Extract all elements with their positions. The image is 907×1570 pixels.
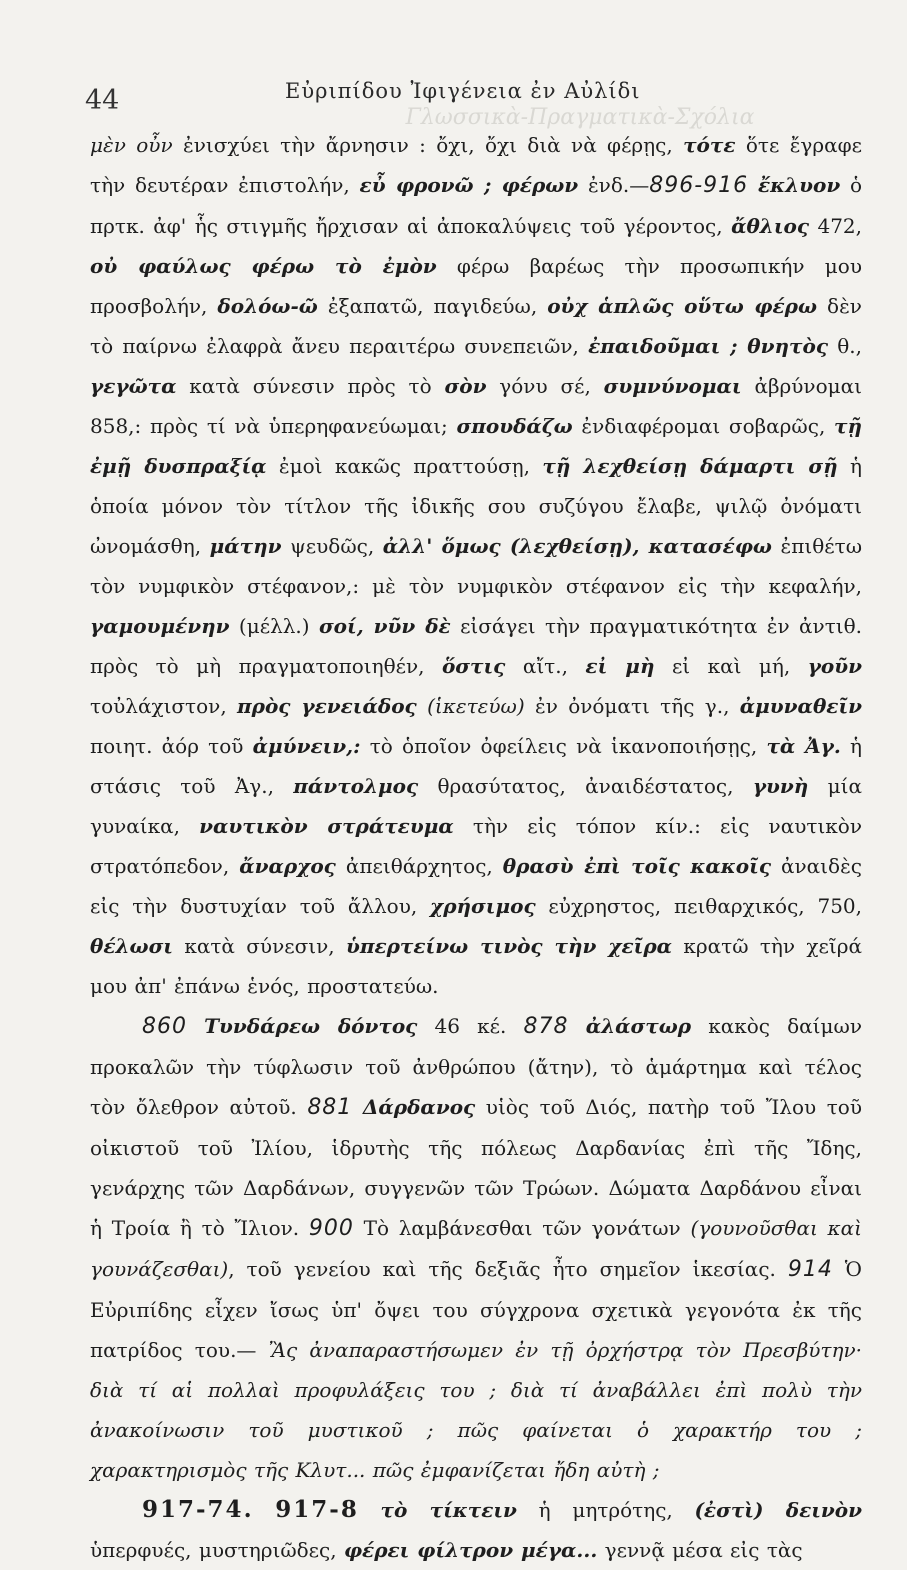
plain-text [187,1014,204,1038]
italic-text: (γουνοῦσθαι καὶ γουνάζεσθαι) [90,1216,862,1281]
bold-lemma: τὸ τίκτειν [380,1498,517,1522]
bold-lemma: ὑπερτείνω τινὸς τὴν χεῖρα [345,934,673,958]
bold-lemma: τὰ Ἀγ. [766,734,841,758]
section-number: 917-8 [275,1496,359,1523]
bold-lemma: ὅστις [441,654,506,678]
plain-text: μία γυναίκα, [90,774,862,838]
plain-text [254,1498,276,1522]
plain-text [359,1498,381,1522]
commentary-body [90,125,862,1570]
plain-text: γόνυ σέ, [486,374,604,398]
bold-lemma: ἀλάστωρ [585,1014,692,1038]
plain-text: θρασύτατος, ἀναιδέστατος, [418,774,753,798]
running-title: Εὐριπίδου Ἰφιγένεια ἐν Αὐλίδι [285,79,641,103]
bold-lemma: ἄθλιος [731,214,810,238]
italic-text: Ἂς ἀναπαραστήσωμεν ἐν τῇ ὀρχήστρᾳ τὸν Πρεσβύτην· διὰ τί αἱ πολλαὶ προφυλάξεις του ; διὰ τί ἀναβάλλει ἐπὶ πολὺ τὴν ἀνακοίνωσιν τοῦ μυστικοῦ ; πῶς φαίνεται ὁ χαρακτήρ του ; χαρακτηρισμὸς τῆς Κλυτ... πῶς ἐμφανίζεται ἤδη αὐτὴ ; [90,1338,862,1482]
line-number-ref: 914 [787,1257,833,1282]
plain-text: , τοῦ γενείου καὶ τῆς δεξιᾶς ἦτο σημεῖον ἱκεσίας. [228,1257,788,1281]
italic-text: (ἱκετεύω) [427,694,525,718]
plain-text: ἀβρύνομαι 858,: πρὸς τί νὰ ὑπερηφανεύωμαι; [90,374,862,438]
plain-text: ἐμοὶ κακῶς πραττούσῃ, [266,454,543,478]
plain-text: ὁ πρτκ. ἀφ' ἧς στιγμῆς ἤρχισαν αἱ ἀποκαλύψεις τοῦ γέροντος, [90,173,863,238]
plain-text: γεννᾷ μέσα εἰς τὰς [597,1538,803,1562]
bold-lemma: γυνὴ [752,774,809,798]
plain-text: ἐνισχύει τὴν ἄρνησιν : ὄχι, ὄχι διὰ νὰ φέρῃς, [172,133,684,157]
bold-lemma: ναυτικὸν στράτευμα [199,814,454,838]
plain-text [417,694,427,718]
plain-text: 472, [809,214,863,238]
bold-lemma: γοῦν [807,654,862,678]
plain-text: ἀναιδὲς εἰς τὴν δυστυχίαν τοῦ ἄλλου, [90,854,862,918]
plain-text [352,1095,363,1119]
line-number-ref: 881 [307,1095,353,1120]
plain-text: 46 κέ. [417,1014,524,1038]
bold-lemma: φέρει φίλτρον μέγα... [343,1538,598,1562]
plain-text: ἀπειθάρχητος, [335,854,503,878]
plain-text: ἐπιθέτω τὸν νυμφικὸν στέφανον,: μὲ τὸν νυμφικὸν στέφανον εἰς τὴν κεφαλήν, [90,534,863,598]
plain-text: ἐν ὀνόματι τῆς γ., [524,694,740,718]
bold-lemma: χρήσιμος [430,894,536,918]
bold-lemma: σπουδάζω [456,414,573,438]
plain-text: κακὸς δαίμων προκαλῶν τὴν τύφλωσιν τοῦ ἀνθρώπου (ἄτην), τὸ ἁμάρτημα καὶ τέλος τὸν ὄλεθρον αὐτοῦ. [90,1014,862,1119]
plain-text: εὐχρηστος, πειθαρχικός, 750, [535,894,862,918]
plain-text [569,1014,586,1038]
bold-lemma: εὖ φρονῶ ; φέρων [359,173,579,197]
plain-text: ἐνδιαφέρομαι σοβαρῶς, [572,414,834,438]
plain-text: ἐνδ.— [578,173,650,197]
bold-lemma: γεγῶτα [90,374,177,398]
bold-lemma: ἀλλ' ὅμως (λεχθείσῃ), κατασέφω [382,534,772,558]
bold-lemma: εἰ μὴ [585,654,655,678]
plain-text: ἐξαπατῶ, παγιδεύω, [317,294,548,318]
bold-lemma: σὸν [444,374,487,398]
bold-lemma: ἄναρχος [239,854,336,878]
bold-lemma: πάντολμος [293,774,419,798]
plain-text: ὅτε ἔγραφε τὴν δευτέραν ἐπιστολήν, [90,133,863,197]
bold-lemma: θέλωσι [90,934,173,958]
plain-text: Τὸ λαμβάνεσθαι τῶν γονάτων [353,1216,691,1240]
page-number: 44 [85,85,120,116]
line-number-ref: 878 [523,1014,569,1039]
italic-text: μὲν οὖν [90,133,173,157]
plain-text: θ., [828,334,863,358]
plain-text: ἡ στάσις τοῦ Ἀγ., [90,734,862,798]
bold-lemma: οὐχ ἁπλῶς οὕτω φέρω [547,294,818,318]
plain-text: κατὰ σύνεσιν, [173,934,346,958]
bold-lemma: τότε [683,133,736,157]
plain-text: ἡ μητρότης, [516,1498,695,1522]
plain-text: φέρω βαρέως τὴν προσωπικήν μου προσβολήν, [90,254,862,318]
plain-text: ὑπερφυές, μυστηριῶδες, [90,1538,344,1562]
bold-lemma: μάτην [209,534,282,558]
plain-text: ἡ ὁποία μόνον τὸν τίτλον τῆς ἰδικῆς σου συζύγου ἔλαβε, ψιλῷ ὀνόματι ὠνομάσθη, [90,454,862,558]
plain-text: τοὐλάχιστον, [90,694,238,718]
plain-text: κρατῶ τὴν χεῖρά μου ἀπ' ἐπάνω ἑνός, προστατεύω. [90,934,862,998]
line-number-ref: 900 [308,1216,354,1241]
bleed-through-text: Γλωσσικὰ-Πραγματικὰ-Σχόλια [405,105,755,130]
bold-lemma: ἀμυναθεῖν [739,694,862,718]
plain-text: τὴν εἰς τόπον κίν.: εἰς ναυτικὸν στρατόπεδον, [90,814,862,878]
plain-text: (μέλλ.) [229,614,319,638]
line-number-ref: 860 [142,1014,187,1039]
bold-lemma: οὐ φαύλως φέρω τὸ ἐμὸν [90,254,437,278]
bold-lemma: θρασὺ ἐπὶ τοῖς κακοῖς [502,854,771,878]
paragraph-notes-860-916 [90,1006,862,1490]
bold-lemma: συμνύνομαι [603,374,742,398]
bold-lemma: τῇ ἐμῇ δυσπραξίᾳ [90,414,862,478]
section-number: 917-74. [142,1496,254,1523]
plain-text: κατὰ σύνεσιν πρὸς τὸ [176,374,445,398]
page-header [85,75,885,115]
bold-lemma: Δάρδανος [362,1095,476,1119]
line-number-ref: 896-916 [649,173,749,198]
bold-lemma: τῇ λεχθείσῃ δάμαρτι σῇ [542,454,838,478]
plain-text: εἰ καὶ μή, [654,654,808,678]
paragraph-notes-917 [90,1490,862,1570]
bold-lemma: πρὸς γενειάδος [237,694,417,718]
paragraph-notes-main [90,125,862,1006]
plain-text [748,173,758,197]
plain-text: Ὁ Εὐριπίδης εἶχεν ἴσως ὑπ' ὄψει του σύγχρονα σχετικὰ γεγονότα ἐκ τῆς πατρίδος του.— [90,1257,862,1362]
bold-lemma: γαμουμένην [90,614,230,638]
bold-lemma: (ἐστὶ) δεινὸν [694,1498,863,1522]
bold-lemma: Τυνδάρεω δόντος [204,1014,418,1038]
plain-text: υἱὸς τοῦ Διός, πατὴρ τοῦ Ἴλου τοῦ οἰκιστοῦ τοῦ Ἰλίου, ἱδρυτὴς τῆς πόλεως Δαρδανίας ἐπὶ τῆς Ἴδης, γενάρχης τῶν Δαρδάνων, συγγενῶν τῶν Τρώων. Δώματα Δαρδάνου εἶναι ἡ Τροία ἢ τὸ Ἴλιον. [90,1095,862,1240]
plain-text: εἰσάγει τὴν πραγματικότητα ἐν ἀντιθ. πρὸς τὸ μὴ πραγματοποιηθέν, [90,614,863,678]
plain-text: αἴτ., [505,654,586,678]
plain-text: δὲν τὸ παίρνω ἐλαφρὰ ἄνευ περαιτέρω συνεπειῶν, [90,294,862,358]
bold-lemma: σοί, νῦν δὲ [318,614,451,638]
plain-text: τὸ ὁποῖον ὀφείλεις νὰ ἱκανοποιήσῃς, [360,734,767,758]
bold-lemma: ἀμύνειν,: [252,734,361,758]
plain-text: ψευδῶς, [281,534,383,558]
bold-lemma: δολόω-ῶ [217,294,318,318]
plain-text: ποιητ. ἀόρ τοῦ [90,734,253,758]
bold-lemma: ἔκλυον [757,173,841,197]
bold-lemma: ἐπαιδοῦμαι ; θνητὸς [588,334,829,358]
